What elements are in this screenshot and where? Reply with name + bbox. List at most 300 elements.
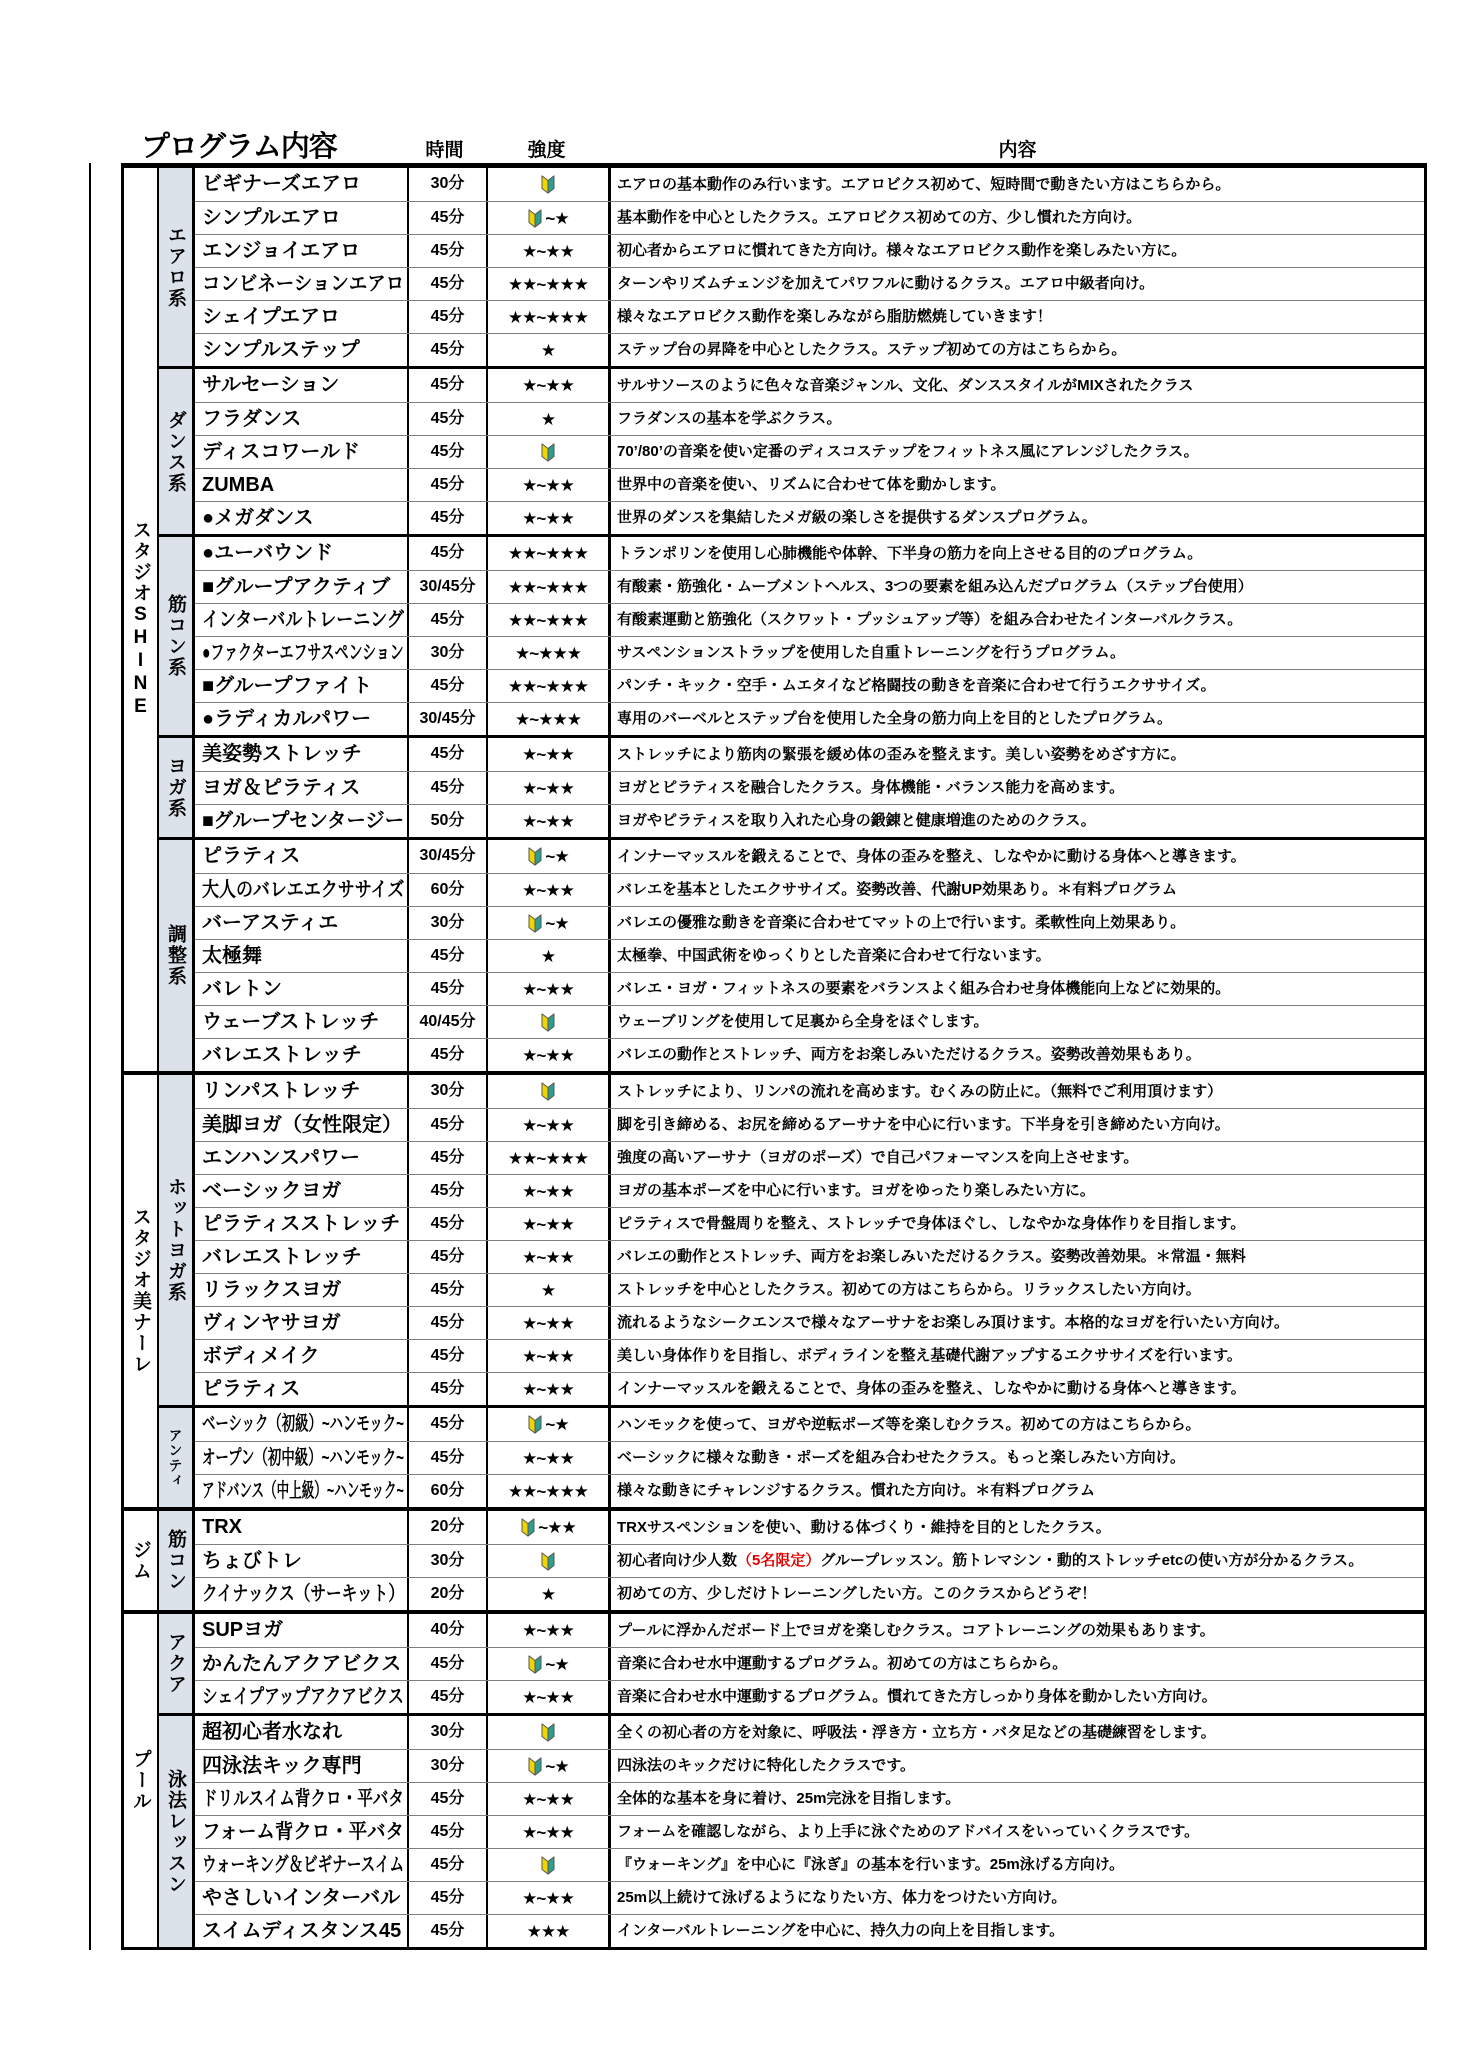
program-name: ディスコワールド <box>195 436 409 468</box>
beginner-mark-icon <box>540 1012 556 1033</box>
table-header-row <box>121 120 1427 162</box>
program-row <box>195 1782 1424 1815</box>
program-description: 基本動作を中心としたクラス。エアロビクス初めての方、少し慣れた方向け。 <box>617 209 1142 227</box>
program-name: バレエストレッチ <box>195 1241 409 1273</box>
program-name: ピラティス <box>195 840 409 873</box>
program-name: 太極舞 <box>195 940 409 972</box>
program-row <box>195 1815 1424 1848</box>
program-intensity <box>488 604 611 636</box>
program-name: リンパストレッチ <box>195 1075 409 1108</box>
group-section <box>124 1071 1424 1507</box>
intensity-stars: ~★ <box>545 208 569 228</box>
program-description: サスペンションストラップを使用した自重トレーニングを行うプログラム。 <box>617 644 1125 662</box>
program-name: ヨガ＆ピラティス <box>195 772 409 804</box>
program-description: サルサソースのように色々な音楽ジャンル、文化、ダンススタイルがMIXされたクラス <box>617 376 1194 394</box>
group-label-text: スタジオSHINE <box>130 520 151 719</box>
program-time: 45分 <box>409 1039 488 1071</box>
program-intensity <box>488 1340 611 1372</box>
intensity-stars: ★~★★ <box>522 745 574 764</box>
intensity-stars: ★~★★ <box>522 1621 574 1640</box>
program-name: ベーシック（初級）~ハンモック~ <box>195 1408 409 1441</box>
program-time: 30/45分 <box>409 703 488 735</box>
program-name: 四泳法キック専門 <box>195 1750 409 1782</box>
program-row <box>195 603 1424 636</box>
program-time: 30分 <box>409 168 488 201</box>
category-body <box>195 738 1424 837</box>
program-name: ドリルスイム背クロ・平バタ <box>195 1783 409 1815</box>
intensity-stars: ★~★★ <box>522 1181 574 1201</box>
intensity-stars: ★~★★ <box>522 1115 574 1135</box>
program-name: サルセーション <box>195 369 409 402</box>
program-time: 40/45分 <box>409 1006 488 1038</box>
program-time: 45分 <box>409 1274 488 1306</box>
group-label <box>124 1614 159 1947</box>
program-intensity <box>488 772 611 804</box>
program-description: 美しい身体作りを目指し、ボディラインを整え基礎代謝アップするエクササイズを行います。 <box>617 1347 1242 1365</box>
intensity-stars: ★~★★ <box>522 1247 574 1267</box>
program-intensity <box>488 1648 611 1680</box>
category-body <box>195 1716 1424 1947</box>
program-row <box>195 570 1424 603</box>
program-intensity <box>488 874 611 906</box>
program-name: エンジョイエアロ <box>195 235 409 267</box>
category-label <box>159 1408 195 1507</box>
intensity-stars: ★~★★ <box>522 1888 574 1908</box>
program-description: ストレッチにより、リンパの流れを高めます。むくみの防止に。（無料でご利用頂けます） <box>617 1082 1223 1100</box>
program-time: 45分 <box>409 202 488 234</box>
category-body <box>195 1075 1424 1405</box>
program-description: 『ウォーキング』を中心に『泳ぎ』の基本を行います。25m泳げる方向け。 <box>617 1856 1125 1874</box>
category-section <box>159 366 1424 534</box>
intensity-stars: ~★★ <box>538 1518 576 1537</box>
group-label <box>124 168 159 1071</box>
intensity-stars: ★~★★ <box>522 241 574 261</box>
intensity-stars: ~★ <box>545 1654 569 1674</box>
beginner-mark-icon <box>540 1722 556 1743</box>
intensity-stars: ~★ <box>545 913 569 933</box>
program-intensity <box>488 1039 611 1071</box>
program-name: シェイプアップアクアビクス <box>195 1681 409 1713</box>
program-description: ピラティスで骨盤周りを整え、ストレッチで身体ほぐし、しなやかな身体作りを目指します。 <box>617 1215 1246 1233</box>
program-description: ターンやリズムチェンジを加えてパワフルに動けるクラス。エアロ中級者向け。 <box>617 275 1155 293</box>
program-description: 太極拳、中国武術をゆっくりとした音楽に合わせて行ないます。 <box>617 947 1051 965</box>
program-description: ベーシックに様々な動き・ポーズを組み合わせたクラス。もっと楽しみたい方向け。 <box>617 1449 1186 1467</box>
program-intensity <box>488 1915 611 1947</box>
program-name: ウェーブストレッチ <box>195 1006 409 1038</box>
program-time: 45分 <box>409 738 488 771</box>
program-time: 45分 <box>409 1915 488 1947</box>
category-label-text: 筋コン系 <box>165 594 186 678</box>
program-description: ストレッチにより筋肉の緊張を緩め体の歪みを整えます。美しい姿勢をめざす方に。 <box>617 745 1186 763</box>
program-description: バレエの動作とストレッチ、両方をお楽しみいただけるクラス。姿勢改善効果。＊常温・無料 <box>617 1248 1246 1266</box>
program-intensity <box>488 1142 611 1174</box>
category-body <box>195 1511 1424 1610</box>
intensity-stars: ★★~★★★ <box>507 610 589 630</box>
program-name: シンプルステップ <box>195 334 409 366</box>
program-time: 60分 <box>409 1475 488 1507</box>
program-row <box>195 1038 1424 1071</box>
program-description: フォームを確認しながら、より上手に泳ぐためのアドバイスをいっていくクラスです。 <box>617 1823 1200 1841</box>
category-label-text: アンティ <box>167 1427 184 1488</box>
program-row <box>195 702 1424 735</box>
program-name: TRX <box>195 1511 409 1544</box>
program-row <box>195 537 1424 570</box>
program-intensity <box>488 805 611 837</box>
program-name: ●メガダンス <box>195 502 409 534</box>
group-body <box>159 1614 1424 1947</box>
program-time: 45分 <box>409 301 488 333</box>
program-name: やさしいインターバル <box>195 1882 409 1914</box>
intensity-stars: ★~★★ <box>522 1687 574 1707</box>
program-row <box>195 1577 1424 1610</box>
intensity-stars: ★★~★★★ <box>507 577 589 597</box>
program-time: 45分 <box>409 502 488 534</box>
program-row <box>195 738 1424 771</box>
program-row <box>195 1614 1424 1647</box>
program-row <box>195 168 1424 201</box>
program-time: 45分 <box>409 940 488 972</box>
beginner-mark-icon <box>540 1081 556 1102</box>
category-label <box>159 840 195 1071</box>
program-intensity <box>488 537 611 570</box>
intensity-stars: ★★~★★★ <box>507 1481 589 1501</box>
program-name: ピラティス <box>195 1373 409 1405</box>
category-label-text: エアロ系 <box>165 225 186 309</box>
program-intensity <box>488 1408 611 1441</box>
category-body <box>195 537 1424 735</box>
group-body <box>159 168 1424 1071</box>
program-time: 30分 <box>409 1716 488 1749</box>
program-intensity <box>488 637 611 669</box>
program-time: 45分 <box>409 1849 488 1881</box>
program-time: 50分 <box>409 805 488 837</box>
program-time: 45分 <box>409 334 488 366</box>
category-label-text: 泳法レッスン <box>165 1768 186 1895</box>
program-time: 45分 <box>409 469 488 501</box>
program-description: トランポリンを使用し心肺機能や体幹、下半身の筋力を向上させる目的のプログラム。 <box>617 544 1203 562</box>
category-label-text: アクア <box>165 1632 186 1695</box>
program-row <box>195 1848 1424 1881</box>
program-name: 大人のバレエエクササイズ <box>195 874 409 906</box>
program-row <box>195 1372 1424 1405</box>
program-intensity <box>488 738 611 771</box>
program-description: 様々な動きにチャレンジするクラス。慣れた方向け。＊有料プログラム <box>617 1482 1096 1500</box>
program-description: バレエの優雅な動きを音楽に合わせてマットの上で行います。柔軟性向上効果あり。 <box>617 914 1186 932</box>
beginner-mark-icon <box>540 1551 556 1572</box>
program-intensity <box>488 235 611 267</box>
program-description: 様々なエアロビクス動作を楽しみながら脂肪燃焼していきます！ <box>617 308 1052 326</box>
program-time: 45分 <box>409 1681 488 1713</box>
outer-left-border-line <box>89 163 91 1950</box>
beginner-mark-icon <box>527 1654 543 1675</box>
program-intensity <box>488 502 611 534</box>
program-name: ボディメイク <box>195 1340 409 1372</box>
intensity-stars: ★~★★ <box>522 376 574 395</box>
intensity-stars: ★~★★ <box>522 1789 574 1809</box>
program-name: ■グループセンタージー <box>195 805 409 837</box>
program-intensity <box>488 1783 611 1815</box>
program-intensity <box>488 369 611 402</box>
intensity-stars: ★~★★ <box>522 1822 574 1842</box>
program-description: エアロの基本動作のみ行います。エアロビクス初めて、短時間で動きたい方はこちらから。 <box>617 175 1231 193</box>
program-name: シンプルエアロ <box>195 202 409 234</box>
program-time: 45分 <box>409 1109 488 1141</box>
program-name: オープン（初中級）~ハンモック~ <box>195 1442 409 1474</box>
intensity-stars: ★~★★ <box>522 880 574 900</box>
program-row <box>195 1339 1424 1372</box>
program-intensity <box>488 301 611 333</box>
program-intensity <box>488 1274 611 1306</box>
program-description: 25m以上続けて泳げるようになりたい方、体力をつけたい方向け。 <box>617 1889 1067 1907</box>
program-intensity <box>488 1816 611 1848</box>
program-description: 全体的な基本を身に着け、25m完泳を目指します。 <box>617 1790 961 1808</box>
program-row <box>195 468 1424 501</box>
intensity-stars: ★ <box>540 340 556 360</box>
group-label <box>124 1075 159 1507</box>
program-description: 初心者向け少人数（5名限定）グループレッスン。筋トレマシン・動的ストレッチetcの使い方が分かるクラス。 <box>617 1552 1364 1570</box>
column-header-intensity: 強度 <box>527 140 566 162</box>
program-description: インナーマッスルを鍛えることで、身体の歪みを整え、しなやかに動ける身体へと導きます。 <box>617 1380 1246 1398</box>
program-description: 四泳法のキックだけに特化したクラスです。 <box>617 1757 916 1775</box>
program-row <box>195 201 1424 234</box>
program-description: 初心者からエアロに慣れてきた方向け。様々なエアロビクス動作を楽しみたい方に。 <box>617 242 1187 260</box>
program-description: ハンモックを使って、ヨガや逆転ポーズ等を楽しむクラス。初めての方はこちらから。 <box>617 1415 1201 1433</box>
program-description: 有酸素・筋強化・ムーブメントヘルス、3つの要素を組み込んだプログラム（ステップ台使用） <box>617 578 1253 596</box>
program-name: エンハンスパワー <box>195 1142 409 1174</box>
program-row <box>195 1273 1424 1306</box>
program-description: 世界中の音楽を使い、リズムに合わせて体を動かします。 <box>617 476 1006 494</box>
program-intensity <box>488 1750 611 1782</box>
group-label-text: スタジオ美ナーレ <box>130 1207 151 1375</box>
program-time: 45分 <box>409 1373 488 1405</box>
program-time: 45分 <box>409 1142 488 1174</box>
category-section <box>159 534 1424 735</box>
program-description: バレエを基本としたエクササイズ。姿勢改善、代謝UP効果あり。＊有料プログラム <box>617 881 1177 899</box>
program-intensity <box>488 1442 611 1474</box>
program-row <box>195 669 1424 702</box>
program-table <box>121 163 1427 1950</box>
program-description: バレエ・ヨガ・フィットネスの要素をバランスよく組み合わせ身体機能向上などに効果的。 <box>617 980 1231 998</box>
group-label-text: ジム <box>130 1539 151 1582</box>
program-description: ヨガやピラティスを取り入れた心身の鍛錬と健康増進のためのクラス。 <box>617 812 1096 830</box>
program-row <box>195 840 1424 873</box>
program-row <box>195 1914 1424 1947</box>
intensity-stars: ★★~★★★ <box>507 544 589 563</box>
program-intensity <box>488 1475 611 1507</box>
program-name: スイムディスタンス45 <box>195 1915 409 1947</box>
program-intensity <box>488 670 611 702</box>
category-section <box>159 1405 1424 1507</box>
program-time: 45分 <box>409 369 488 402</box>
intensity-stars: ★ <box>540 946 556 966</box>
category-body <box>195 1408 1424 1507</box>
program-description: 脚を引き締める、お尻を締めるアーサナを中心に行います。下半身を引き締めたい方向け。 <box>617 1116 1230 1134</box>
program-intensity <box>488 840 611 873</box>
program-description: TRXサスペンションを使い、動ける体づくり・維持を目的としたクラス。 <box>617 1518 1111 1536</box>
program-intensity <box>488 1849 611 1881</box>
category-label <box>159 369 195 534</box>
beginner-mark-icon <box>540 442 556 463</box>
program-row <box>195 1207 1424 1240</box>
program-intensity <box>488 703 611 735</box>
intensity-stars: ★~★★ <box>522 1214 574 1234</box>
program-intensity <box>488 403 611 435</box>
program-name: 美脚ヨガ（女性限定） <box>195 1109 409 1141</box>
program-intensity <box>488 1681 611 1713</box>
beginner-mark-icon <box>527 1756 543 1777</box>
program-row <box>195 1544 1424 1577</box>
program-row <box>195 939 1424 972</box>
program-description: フラダンスの基本を学ぶクラス。 <box>617 410 842 428</box>
program-description: パンチ・キック・空手・ムエタイなど格闘技の動きを音楽に合わせて行うエクササイズ。 <box>617 677 1216 695</box>
program-time: 30/45分 <box>409 571 488 603</box>
program-name: バレトン <box>195 973 409 1005</box>
intensity-stars: ★~★★★ <box>515 709 581 729</box>
program-row <box>195 333 1424 366</box>
program-time: 45分 <box>409 268 488 300</box>
program-intensity <box>488 1006 611 1038</box>
category-section <box>159 837 1424 1071</box>
program-row <box>195 906 1424 939</box>
category-section <box>159 1511 1424 1610</box>
program-time: 30分 <box>409 907 488 939</box>
program-row <box>195 1647 1424 1680</box>
program-row <box>195 1306 1424 1339</box>
program-intensity <box>488 1175 611 1207</box>
category-section <box>159 735 1424 837</box>
program-time: 30分 <box>409 1545 488 1577</box>
category-body <box>195 369 1424 534</box>
intensity-stars: ★★★ <box>526 1921 570 1941</box>
program-intensity <box>488 469 611 501</box>
program-description: 音楽に合わせ水中運動するプログラム。初めての方はこちらから。 <box>617 1655 1068 1673</box>
intensity-stars: ★~★★ <box>522 1346 574 1366</box>
program-name: かんたんアクアビクス <box>195 1648 409 1680</box>
intensity-stars: ★ <box>540 1280 556 1300</box>
category-body <box>195 1614 1424 1713</box>
intensity-stars: ~★ <box>545 1415 569 1434</box>
intensity-stars: ★★~★★★ <box>507 1148 589 1168</box>
program-name: シェイプエアロ <box>195 301 409 333</box>
program-name: ●ラディカルパワー <box>195 703 409 735</box>
program-intensity <box>488 1208 611 1240</box>
program-description: 世界のダンスを集結したメガ級の楽しさを提供するダンスプログラム。 <box>617 509 1097 527</box>
beginner-mark-icon <box>520 1517 536 1538</box>
program-row <box>195 501 1424 534</box>
program-name: クイナックス（サーキット） <box>195 1578 409 1610</box>
program-row <box>195 804 1424 837</box>
program-description: ステップ台の昇降を中心としたクラス。ステップ初めての方はこちらから。 <box>617 341 1127 359</box>
program-name: ベーシックヨガ <box>195 1175 409 1207</box>
program-row <box>195 300 1424 333</box>
category-label-text: ダンス系 <box>165 409 186 494</box>
program-intensity <box>488 1882 611 1914</box>
program-intensity <box>488 1075 611 1108</box>
intensity-stars: ★~★★ <box>522 979 574 999</box>
intensity-stars: ~★ <box>545 1756 569 1776</box>
program-row <box>195 1108 1424 1141</box>
program-name: ●ユーバウンド <box>195 537 409 570</box>
program-name: バレエストレッチ <box>195 1039 409 1071</box>
program-time: 30分 <box>409 1075 488 1108</box>
program-time: 45分 <box>409 973 488 1005</box>
program-intensity <box>488 168 611 201</box>
program-name: リラックスヨガ <box>195 1274 409 1306</box>
category-label-text: ヨガ系 <box>165 756 186 819</box>
program-row <box>195 1881 1424 1914</box>
program-description: バレエの動作とストレッチ、両方をお楽しみいただけるクラス。姿勢改善効果もあり。 <box>617 1046 1201 1064</box>
intensity-stars: ★~★★ <box>522 1045 574 1065</box>
program-row <box>195 1005 1424 1038</box>
program-name: ヴィンヤサヨガ <box>195 1307 409 1339</box>
limited-capacity-text: （5名限定） <box>737 1552 821 1570</box>
intensity-stars: ★★~★★★ <box>507 676 589 696</box>
category-label <box>159 1075 195 1405</box>
program-name: ●ファクターエフサスペンション <box>195 637 409 669</box>
program-description: 有酸素運動と筋強化（スクワット・プッシュアップ等）を組み合わせたインターバルクラス。 <box>617 611 1243 629</box>
program-row <box>195 1240 1424 1273</box>
program-time: 60分 <box>409 874 488 906</box>
program-time: 45分 <box>409 1340 488 1372</box>
intensity-stars: ★ <box>540 1584 556 1604</box>
program-row <box>195 1680 1424 1713</box>
program-time: 45分 <box>409 1307 488 1339</box>
program-time: 45分 <box>409 1408 488 1441</box>
program-time: 20分 <box>409 1511 488 1544</box>
program-intensity <box>488 907 611 939</box>
intensity-stars: ★★~★★★ <box>507 307 589 327</box>
program-row <box>195 873 1424 906</box>
program-time: 45分 <box>409 1648 488 1680</box>
program-description: 70’/80’の音楽を使い定番のディスコステップをフィットネス風にアレンジしたクラス。 <box>617 443 1199 461</box>
program-name: ウォーキング＆ビギナースイム <box>195 1849 409 1881</box>
program-time: 40分 <box>409 1614 488 1647</box>
group-section <box>124 1610 1424 1947</box>
program-time: 45分 <box>409 670 488 702</box>
program-time: 30/45分 <box>409 840 488 873</box>
program-name: バーアスティエ <box>195 907 409 939</box>
program-intensity <box>488 268 611 300</box>
category-section <box>159 1075 1424 1405</box>
program-description: インナーマッスルを鍛えることで、身体の歪みを整え、しなやかに動ける身体へと導きます。 <box>617 847 1246 865</box>
intensity-stars: ★ <box>540 409 556 429</box>
intensity-stars: ★~★★ <box>522 475 574 495</box>
category-label-text: 筋コン <box>165 1529 186 1592</box>
program-name: 超初心者水なれ <box>195 1716 409 1749</box>
program-row <box>195 1441 1424 1474</box>
program-name: コンビネーションエアロ <box>195 268 409 300</box>
program-name: ちょびトレ <box>195 1545 409 1577</box>
program-name: SUPヨガ <box>195 1614 409 1647</box>
category-label <box>159 738 195 837</box>
beginner-mark-icon <box>527 913 543 934</box>
intensity-stars: ★★~★★★ <box>507 274 589 294</box>
group-label <box>124 1511 159 1610</box>
program-row <box>195 1174 1424 1207</box>
program-description: 強度の高いアーサナ（ヨガのポーズ）で自己パフォーマンスを向上させます。 <box>617 1149 1139 1167</box>
category-section <box>159 168 1424 366</box>
page-title: プログラム内容 <box>141 131 337 163</box>
category-label <box>159 1716 195 1947</box>
program-time: 30分 <box>409 1750 488 1782</box>
program-intensity <box>488 1578 611 1610</box>
intensity-stars: ★~★★ <box>522 778 574 798</box>
program-intensity <box>488 1109 611 1141</box>
category-label <box>159 537 195 735</box>
program-name: フォーム背クロ・平バタ <box>195 1816 409 1848</box>
program-row <box>195 1716 1424 1749</box>
program-description: 全くの初心者の方を対象に、呼吸法・浮き方・立ち方・バタ足などの基礎練習をします。 <box>617 1723 1216 1741</box>
